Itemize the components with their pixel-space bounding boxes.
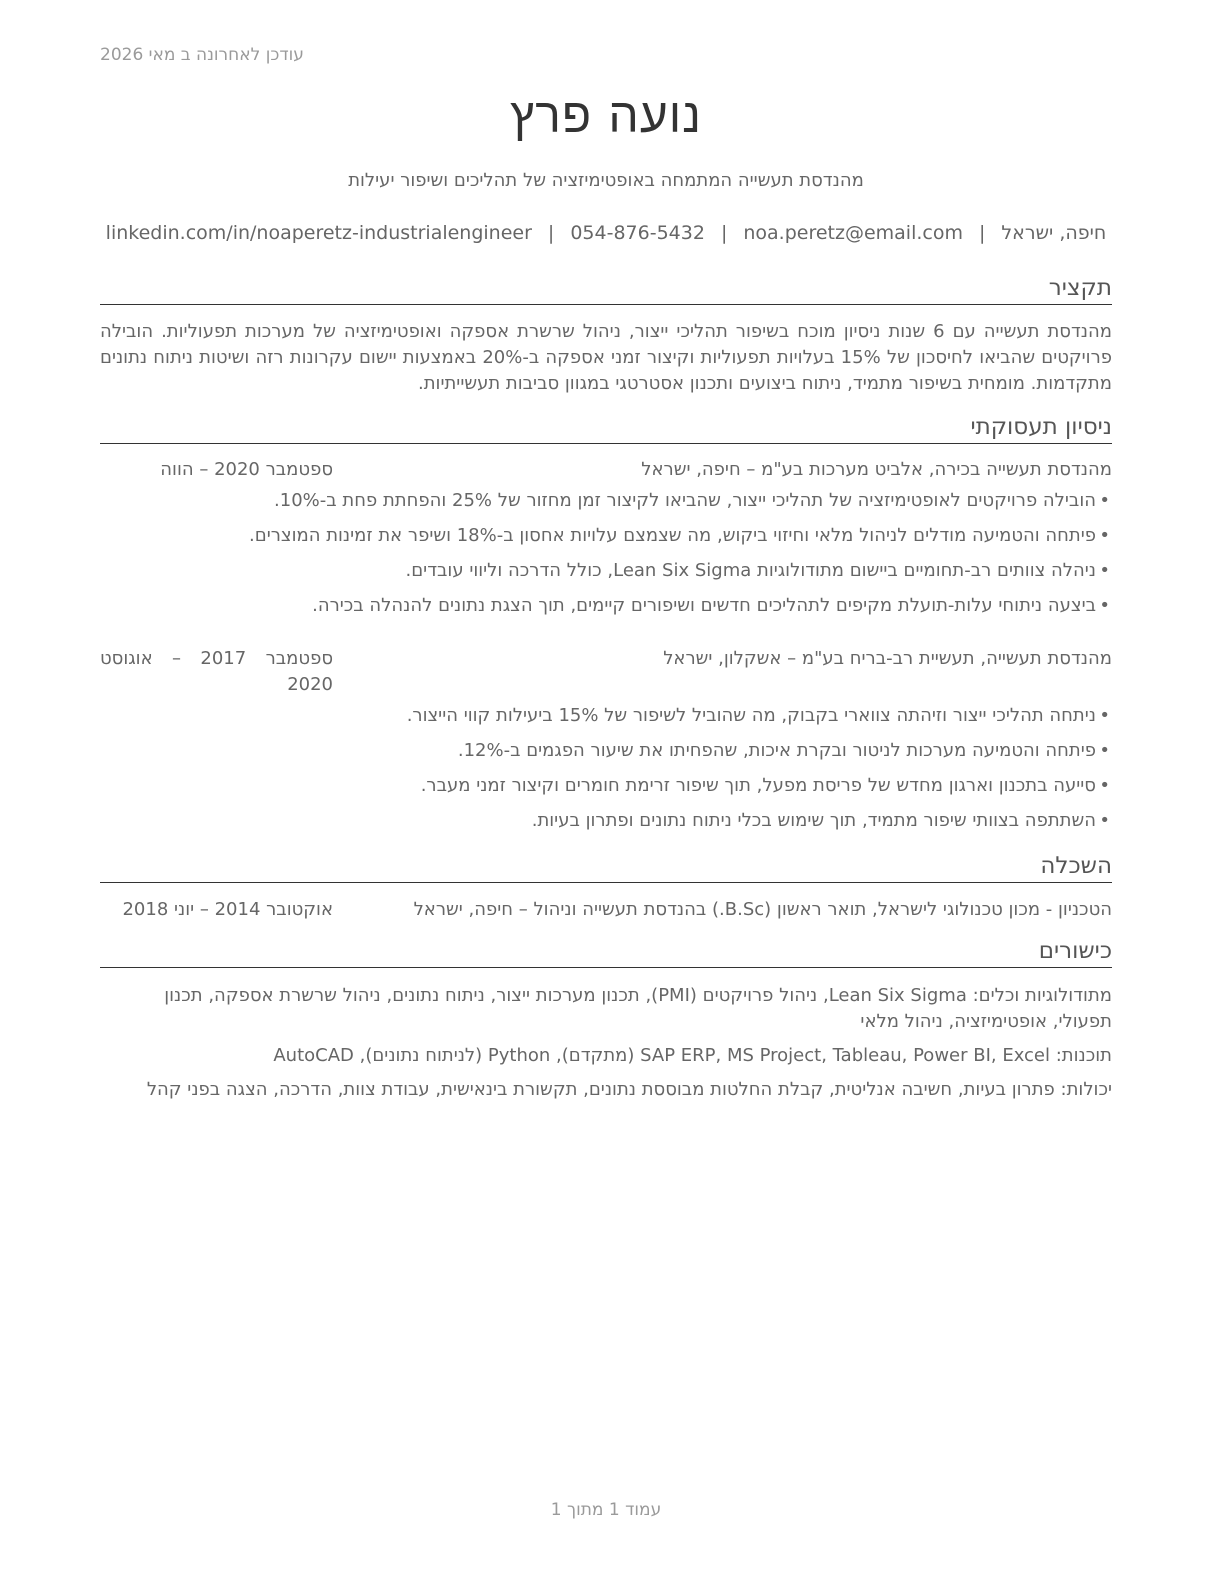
education-entry [100,897,1112,923]
job-bullets [100,488,1112,628]
skills-methodologies: מתודולוגיות וכלים: Lean Six Sigma, ניהול פרויקטים (PMI), תכנון מערכות ייצור, ניתוח נתונים, ניהול שרשרת אספקה, תכנון תפעולי, אופטימיזציה, ניהול מלאי [164,985,1112,1032]
list-item: • הובילה פרויקטים לאופטימיזציה של תהליכי ייצור, שהביאו לקיצור זמן מחזור של 25% והפחתת פחת ב-10%. [274,490,1110,511]
job-title: מהנדסת תעשייה, תעשיית רב-בריח בע"מ – אשקלון, ישראל [663,648,1112,669]
contact-location: חיפה, ישראל [1001,222,1107,244]
job-dates: ספטמבר 2020 – הווה [160,459,333,480]
contact-line [100,222,1112,244]
education-degree: הטכניון - מכון טכנולוגי לישראל, תואר ראשון (B.Sc.) בהנדסת תעשייה וניהול – חיפה, ישראל [413,899,1112,920]
section-title-summary: תקציר [100,274,1112,305]
list-item: • פיתחה והטמיעה מערכות לניטור ובקרת איכות, שהפחיתו את שיעור הפגמים ב-12%. [457,740,1110,761]
education-dates: אוקטובר 2014 – יוני 2018 [122,899,333,920]
skills-abilities: יכולות: פתרון בעיות, חשיבה אנליטית, קבלת החלטות מבוססת נתונים, תקשורת בינאישית, עבודת צוות, הדרכה, הצגה בפני קהל [146,1079,1112,1100]
contact-separator: | [720,222,728,244]
summary-text: מהנדסת תעשייה עם 6 שנות ניסיון מוכח בשיפור תהליכי ייצור, ניהול שרשרת אספקה ואופטימיזציה של מערכות תפעוליות. הובילה פרויקטים שהביאו לחיסכון של 15% בעלויות תפעוליות וקיצור זמני אספקה ב-20% באמצעות יישום עקרונות רזה ושיטות ניתוח נתונים מתקדמות. מומחית בשיפור מתמיד, ניתוח ביצועים ותכנון אסטרטגי במגוון סביבות תעשייתיות. [100,321,1112,394]
section-title-experience: ניסיון תעסוקתי [100,413,1112,444]
job-bullets [100,703,1112,843]
job-title: מהנדסת תעשייה בכירה, אלביט מערכות בע"מ – חיפה, ישראל [641,459,1112,480]
job-dates: ספטמבר 2017 – אוגוסט 2020 [100,648,333,695]
list-item: • השתתפה בצוותי שיפור מתמיד, תוך שימוש בכלי ניתוח נתונים ופתרון בעיות. [531,810,1110,831]
job-header [100,457,1112,483]
section-title-education: השכלה [100,852,1112,883]
contact-separator: | [978,222,986,244]
list-item: • פיתחה והטמיעה מודלים לניהול מלאי וחיזוי ביקוש, מה שצמצם עלויות אחסון ב-18% ושיפר את זמינות המוצרים. [249,525,1110,546]
resume-page [100,0,1112,1584]
candidate-subtitle: מהנדסת תעשייה המתמחה באופטימיזציה של תהליכים ושיפור יעילות [348,170,864,191]
section-title-skills: כישורים [100,937,1112,968]
list-item: • ניהלה צוותים רב-תחומיים ביישום מתודולוגיות Lean Six Sigma, כולל הדרכה וליווי עובדים. [405,560,1110,581]
candidate-name: נועה פרץ [510,88,702,144]
job-header [100,646,1112,698]
list-item: • סייעה בתכנון וארגון מחדש של פריסת מפעל, תוך שיפור זרימת חומרים וקיצור זמני מעבר. [420,775,1110,796]
skills-software: תוכנות: SAP ERP, MS Project, Tableau, Power BI, Excel (מתקדם), Python (לניתוח נתונים), AutoCAD [273,1045,1112,1066]
contact-phone[interactable]: 054-876-5432 [570,222,705,244]
contact-email[interactable]: noa.peretz@email.com [743,222,963,244]
list-item: • ניתחה תהליכי ייצור וזיהתה צווארי בקבוק, מה שהוביל לשיפור של 15% ביעילות קווי הייצור. [406,705,1110,726]
list-item: • ביצעה ניתוחי עלות-תועלת מקיפים לתהליכים חדשים ושיפורים קיימים, תוך הצגת נתונים להנהלה בכירה. [312,595,1110,616]
contact-linkedin[interactable]: linkedin.com/in/noaperetz-industrialengineer [105,222,532,244]
page-number: עמוד 1 מתוך 1 [550,1500,662,1520]
contact-separator: | [547,222,555,244]
last-updated: עודכן לאחרונה ב מאי 2026 [100,45,304,65]
